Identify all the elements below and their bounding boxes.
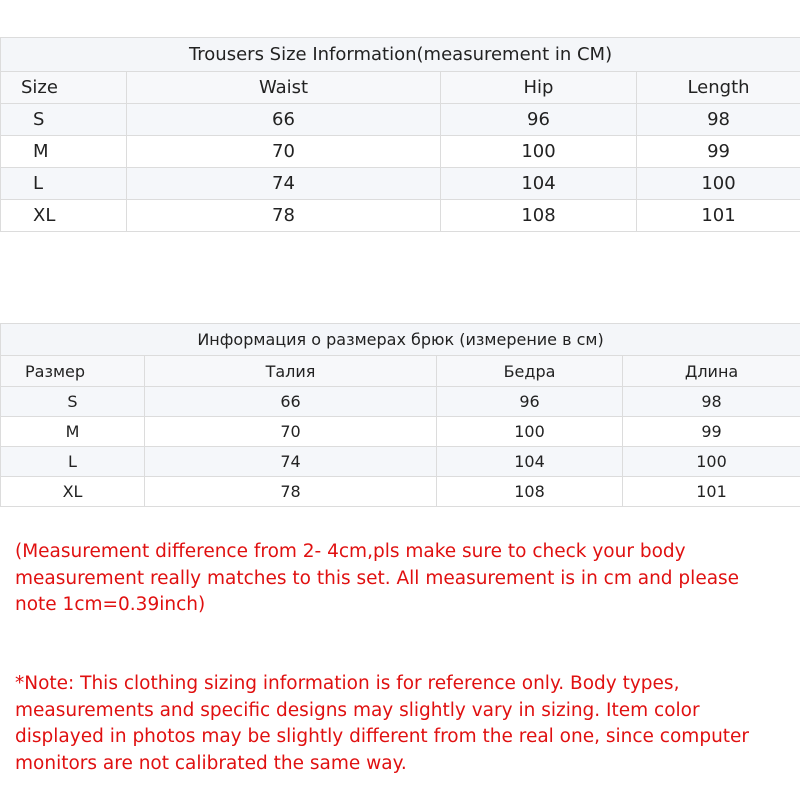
cell-size: XL	[1, 477, 145, 507]
cell-hip: 108	[441, 200, 637, 232]
cell-size: L	[1, 447, 145, 477]
table-row	[1, 168, 800, 200]
cell-waist: 70	[145, 417, 437, 447]
header-length: Длина	[623, 356, 800, 387]
note-line: monitors are not calibrated the same way.	[15, 752, 407, 774]
cell-size: S	[1, 104, 127, 136]
cell-hip: 104	[441, 168, 637, 200]
header-waist: Waist	[127, 72, 441, 104]
header-hip: Hip	[441, 72, 637, 104]
note-line: measurement really matches to this set. All measurement is in cm and please	[15, 567, 740, 589]
cell-size: M	[1, 417, 145, 447]
cell-waist: 74	[145, 447, 437, 477]
cell-length: 101	[637, 200, 800, 232]
note-line: note 1cm=0.39inch)	[15, 594, 206, 615]
note-line: measurements and specific designs may slightly vary in sizing. Item color	[15, 699, 700, 721]
table-header-row	[1, 72, 800, 104]
note-line: displayed in photos may be slightly different from the real one, since computer	[15, 726, 750, 747]
cell-waist: 78	[127, 200, 441, 232]
cell-size: S	[1, 387, 145, 417]
header-size: Size	[1, 72, 127, 104]
cell-length: 101	[623, 477, 800, 507]
cell-length: 100	[623, 447, 800, 477]
table-row	[1, 136, 800, 168]
cell-hip: 96	[437, 387, 623, 417]
size-table-english	[0, 37, 800, 232]
cell-size: XL	[1, 200, 127, 232]
table-row	[1, 387, 800, 417]
cell-hip: 104	[437, 447, 623, 477]
header-length: Length	[637, 72, 800, 104]
measurement-note	[15, 539, 795, 619]
header-hip: Бедра	[437, 356, 623, 387]
table-row	[1, 417, 800, 447]
cell-length: 98	[623, 387, 800, 417]
cell-hip: 96	[441, 104, 637, 136]
header-size: Размер	[1, 356, 145, 387]
table-header-row	[1, 356, 800, 387]
cell-waist: 66	[145, 387, 437, 417]
cell-hip: 100	[441, 136, 637, 168]
cell-size: M	[1, 136, 127, 168]
cell-hip: 100	[437, 417, 623, 447]
note-line: (Measurement difference from 2- 4cm,pls make sure to check your body	[15, 541, 686, 562]
table-title: Trousers Size Information(measurement in CM)	[1, 38, 800, 72]
table-title: Информация о размерах брюк (измерение в см)	[1, 324, 800, 356]
table-row	[1, 104, 800, 136]
cell-waist: 66	[127, 104, 441, 136]
cell-length: 100	[637, 168, 800, 200]
reference-note	[15, 671, 795, 777]
cell-length: 98	[637, 104, 800, 136]
cell-waist: 74	[127, 168, 441, 200]
cell-length: 99	[637, 136, 800, 168]
table-row	[1, 447, 800, 477]
table-row	[1, 200, 800, 232]
cell-waist: 70	[127, 136, 441, 168]
header-waist: Талия	[145, 356, 437, 387]
cell-hip: 108	[437, 477, 623, 507]
cell-waist: 78	[145, 477, 437, 507]
note-line: *Note: This clothing sizing information is for reference only. Body types,	[15, 673, 680, 694]
size-table-russian	[0, 323, 800, 507]
cell-length: 99	[623, 417, 800, 447]
cell-size: L	[1, 168, 127, 200]
table-row	[1, 477, 800, 507]
